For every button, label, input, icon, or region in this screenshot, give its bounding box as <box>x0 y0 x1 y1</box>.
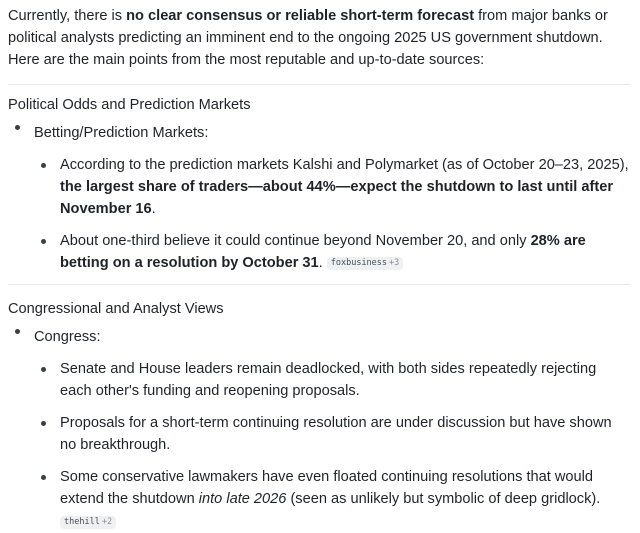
list-item-label: Betting/Prediction Markets: <box>34 125 209 141</box>
list-item-label: Congress: <box>34 329 101 345</box>
source-citation-chip[interactable]: thehill +2 <box>60 516 116 529</box>
sub-list-item: Proposals for a short-term continuing resolution are under discussion but have shown no breakthrough. <box>34 412 630 456</box>
section-divider <box>8 284 630 285</box>
section-heading: Political Odds and Prediction Markets <box>8 97 251 113</box>
citation-row <box>60 511 630 533</box>
list-item <box>8 116 630 274</box>
bullet-dot <box>41 163 46 168</box>
sub-list-item: Senate and House leaders remain deadlocked, with both sides repeatedly rejecting each other's funding and reopening proposals. <box>34 358 630 402</box>
sub-bullet-list <box>34 358 630 533</box>
section-prediction-markets <box>8 85 630 274</box>
bullet-dot <box>41 421 46 426</box>
sub-list-item: Some conservative lawmakers have even floated continuing resolutions that would extend the shutdown into late 2026 (seen as unlikely but symbolic of deep gridlock). thehill +2 <box>34 466 630 533</box>
list-item <box>8 320 630 533</box>
bullet-dot <box>15 329 20 334</box>
source-citation-chip[interactable]: foxbusiness +3 <box>327 257 404 270</box>
bullet-list <box>8 116 630 274</box>
sub-list-item: According to the prediction markets Kalshi and Polymarket (as of October 20–23, 2025), the largest share of traders—about 44%—expect the shutdown to last until after November 16. <box>34 154 630 220</box>
bullet-dot <box>15 125 20 130</box>
sub-list-item: About one-third believe it could continue beyond November 20, and only 28% are betting on a resolution by October 31. foxbusiness +3 <box>34 230 630 274</box>
bullet-dot <box>41 239 46 244</box>
sub-bullet-list <box>34 154 630 274</box>
section-congressional-views <box>8 289 630 533</box>
section-heading: Congressional and Analyst Views <box>8 301 224 317</box>
bullet-list <box>8 320 630 533</box>
intro-paragraph: Currently, there is no clear consensus or reliable short-term forecast from major banks or political analysts predicting an imminent end to the ongoing 2025 US government shutdown. Here are the main points from the most reputable and up-to-date sources: <box>8 8 608 68</box>
bullet-dot <box>41 367 46 372</box>
bullet-dot <box>41 475 46 480</box>
intro-emphasis: no clear consensus or reliable short-term forecast <box>126 8 475 24</box>
